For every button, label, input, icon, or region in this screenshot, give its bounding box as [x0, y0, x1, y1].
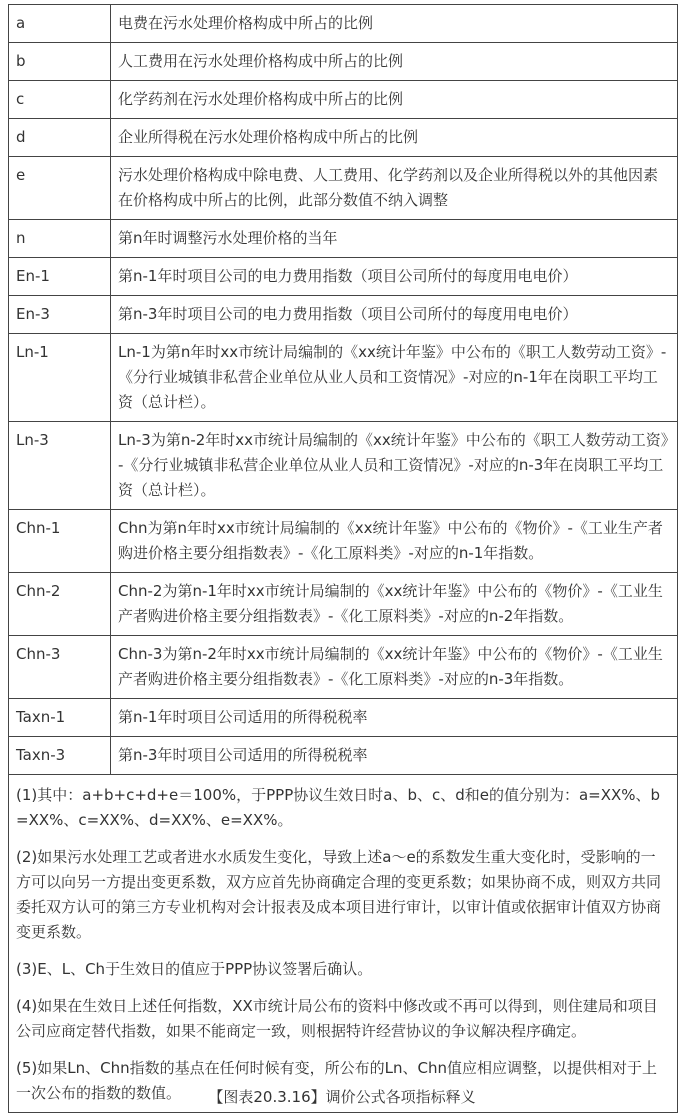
- indicator-description: 第n-1年时项目公司适用的所得税税率: [111, 699, 678, 737]
- table-row: [9, 699, 678, 737]
- notes-row: [9, 775, 678, 1113]
- table-row: [9, 636, 678, 699]
- table-row: [9, 81, 678, 119]
- indicator-symbol: Chn-1: [9, 510, 111, 573]
- indicator-symbol: En-1: [9, 258, 111, 296]
- indicator-symbol: n: [9, 220, 111, 258]
- indicator-symbol: Chn-2: [9, 573, 111, 636]
- indicator-description: 企业所得税在污水处理价格构成中所占的比例: [111, 119, 678, 157]
- indicator-description: Chn-2为第n-1年时xx市统计局编制的《xx统计年鉴》中公布的《物价》-《工业生产者购进价格主要分组指数表》-《化工原料类》-对应的n-2年指数。: [111, 573, 678, 636]
- table-row: [9, 296, 678, 334]
- note-item: (5)如果Ln、Chn指数的基点在任何时候有变，所公布的Ln、Chn值应相应调整，以提供相对于上一次公布的指数的数值。: [16, 1059, 657, 1102]
- note-item: (1)其中：a+b+c+d+e＝100%，于PPP协议生效日时a、b、c、d和e的值分别为：a=XX%、b=XX%、c=XX%、d=XX%、e=XX%。: [16, 786, 661, 829]
- table-row: [9, 157, 678, 220]
- table-row: [9, 220, 678, 258]
- indicator-description: 第n-1年时项目公司的电力费用指数（项目公司所付的每度用电电价）: [111, 258, 678, 296]
- table-row: [9, 43, 678, 81]
- table-row: [9, 5, 678, 43]
- table-row: [9, 422, 678, 510]
- note-item: (3)E、L、Ch于生效日的值应于PPP协议签署后确认。: [16, 960, 373, 978]
- notes-cell: [9, 775, 678, 1113]
- indicator-description: 第n-3年时项目公司的电力费用指数（项目公司所付的每度用电电价）: [111, 296, 678, 334]
- indicator-symbol: Chn-3: [9, 636, 111, 699]
- table-row: [9, 737, 678, 775]
- indicator-description: Ln-3为第n-2年时xx市统计局编制的《xx统计年鉴》中公布的《职工人数劳动工资》-《分行业城镇非私营企业单位从业人员和工资情况》-对应的n-3年在岗职工平均工资（总计栏）。: [111, 422, 678, 510]
- indicator-description: Chn为第n年时xx市统计局编制的《xx统计年鉴》中公布的《物价》-《工业生产者购进价格主要分组指数表》-《化工原料类》-对应的n-1年指数。: [111, 510, 678, 573]
- note-item: (4)如果在生效日上述任何指数，XX市统计局公布的资料中修改或不再可以得到，则住建局和项目公司应商定替代指数，如果不能商定一致，则根据特许经营协议的争议解决程序确定。: [16, 997, 658, 1040]
- indicator-description: 污水处理价格构成中除电费、人工费用、化学药剂以及企业所得税以外的其他因素在价格构成中所占的比例，此部分数值不纳入调整: [111, 157, 678, 220]
- indicator-symbol: En-3: [9, 296, 111, 334]
- table-row: [9, 119, 678, 157]
- indicator-description: 化学药剂在污水处理价格构成中所占的比例: [111, 81, 678, 119]
- indicator-symbol: a: [9, 5, 111, 43]
- indicator-description: 人工费用在污水处理价格构成中所占的比例: [111, 43, 678, 81]
- figure-caption: 【图表20.3.16】调价公式各项指标释义: [208, 1088, 476, 1106]
- note-item: (2)如果污水处理工艺或者进水水质发生变化，导致上述a～e的系数发生重大变化时，受影响的一方可以向另一方提出变更系数，双方应首先协商确定合理的变更系数；如果协商不成，则双方共同委托双方认可的第三方专业机构对会计报表及成本项目进行审计，以审计值或依据审计值双方协商变更系数。: [16, 848, 662, 941]
- indicator-symbol: b: [9, 43, 111, 81]
- indicator-description: 第n-3年时项目公司适用的所得税税率: [111, 737, 678, 775]
- indicator-symbol: e: [9, 157, 111, 220]
- document-body: [8, 4, 678, 1113]
- indicator-symbol: d: [9, 119, 111, 157]
- indicator-description: Ln-1为第n年时xx市统计局编制的《xx统计年鉴》中公布的《职工人数劳动工资》-《分行业城镇非私营企业单位从业人员和工资情况》-对应的n-1年在岗职工平均工资（总计栏）。: [111, 334, 678, 422]
- indicator-description: 第n年时调整污水处理价格的当年: [111, 220, 678, 258]
- indicator-description: Chn-3为第n-2年时xx市统计局编制的《xx统计年鉴》中公布的《物价》-《工业生产者购进价格主要分组指数表》-《化工原料类》-对应的n-3年指数。: [111, 636, 678, 699]
- table-row: [9, 573, 678, 636]
- indicator-symbol: Taxn-1: [9, 699, 111, 737]
- indicator-symbol: Taxn-3: [9, 737, 111, 775]
- indicator-symbol: Ln-1: [9, 334, 111, 422]
- table-row: [9, 258, 678, 296]
- indicator-table: [8, 4, 678, 1113]
- indicator-symbol: c: [9, 81, 111, 119]
- indicator-rows: [9, 5, 678, 775]
- indicator-description: 电费在污水处理价格构成中所占的比例: [111, 5, 678, 43]
- table-row: [9, 510, 678, 573]
- indicator-symbol: Ln-3: [9, 422, 111, 510]
- table-row: [9, 334, 678, 422]
